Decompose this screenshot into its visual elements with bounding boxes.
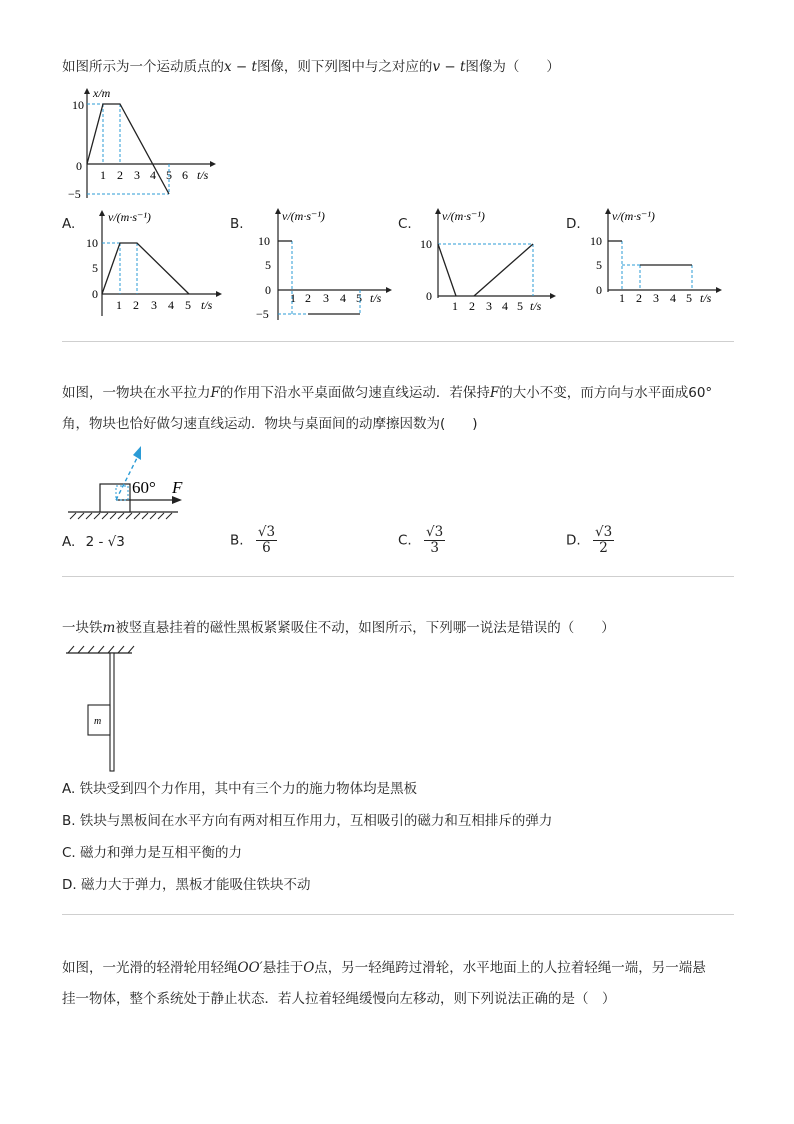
q1-option-b-letter[interactable]: B. — [230, 216, 244, 232]
svg-text:3: 3 — [323, 291, 329, 305]
xt-ytick-m5: −5 — [68, 187, 81, 201]
q1-xt-graph — [62, 84, 222, 204]
q3-stem — [62, 619, 615, 637]
svg-text:v/(m·s⁻¹): v/(m·s⁻¹) — [612, 209, 655, 223]
svg-text:2: 2 — [133, 298, 139, 312]
svg-text:0: 0 — [92, 287, 98, 301]
q2-stem-f: F — [210, 385, 220, 401]
q3-stem-text: 一块铁 — [62, 620, 103, 636]
q1-option-b-graph[interactable] — [250, 206, 400, 324]
xt-y-arrow — [84, 88, 90, 94]
svg-text:1: 1 — [290, 291, 296, 305]
q1-option-d-graph[interactable] — [586, 206, 736, 314]
q4-stem-o: O — [303, 960, 315, 976]
xt-xtick: 1 — [100, 168, 106, 182]
q2-block-figure — [66, 440, 196, 522]
xt-ylabel: x/m — [93, 86, 111, 100]
xt-xlabel: t/s — [197, 168, 209, 182]
svg-text:10: 10 — [590, 234, 602, 248]
svg-text:3: 3 — [653, 291, 659, 305]
q2-option-c-letter: C. — [398, 532, 412, 549]
q2-stem-text: 如图，一物块在水平拉力 — [62, 385, 211, 401]
svg-text:10: 10 — [86, 236, 98, 250]
divider — [62, 576, 734, 577]
q4-stem-text-b: 悬挂于 — [262, 960, 304, 976]
svg-text:1: 1 — [619, 291, 625, 305]
q3-option-c[interactable]: C. 磁力和弹力是互相平衡的力 — [62, 845, 243, 861]
q1-stem-xt: x − t — [224, 59, 257, 75]
q1-option-a-graph[interactable] — [80, 206, 230, 321]
svg-text:0: 0 — [426, 289, 432, 303]
q2-option-d-letter: D. — [566, 532, 581, 549]
q2-option-c[interactable] — [398, 525, 445, 556]
q3-option-d[interactable]: D. 磁力大于弹力，黑板才能吸住铁块不动 — [62, 877, 311, 893]
q3-board-figure — [64, 643, 136, 775]
xt-xtick: 2 — [117, 168, 123, 182]
svg-text:v/(m·s⁻¹): v/(m·s⁻¹) — [282, 209, 325, 223]
svg-text:v/(m·s⁻¹): v/(m·s⁻¹) — [108, 210, 151, 224]
svg-text:5: 5 — [686, 291, 692, 305]
q4-stem-text-c: 点，另一轻绳跨过滑轮，水平地面上的人拉着轻绳一端，另一端悬 — [314, 960, 706, 976]
svg-text:10: 10 — [258, 234, 270, 248]
q1-stem-vt: v − t — [432, 59, 466, 75]
xt-xtick: 4 — [150, 168, 156, 182]
q3-stem-m: m — [102, 620, 116, 636]
q1-option-c-graph[interactable] — [418, 206, 568, 321]
q2-option-b-letter: B. — [230, 532, 244, 549]
q1-option-a-letter[interactable]: A. — [62, 216, 76, 232]
svg-text:5: 5 — [265, 258, 271, 272]
q2-stem-line2: 角，物块也恰好做匀速直线运动．物块与桌面间的动摩擦因数为( ) — [62, 416, 478, 432]
svg-text:1: 1 — [116, 298, 122, 312]
xt-xticks — [100, 168, 188, 182]
q1-stem-text-mid: 图像，则下列图中与之对应的 — [256, 59, 433, 75]
q1-stem — [62, 58, 560, 76]
q2-option-b[interactable] — [230, 525, 277, 556]
q2-option-c-frac: $\frac{√3}{3}$ — [426, 524, 444, 556]
angle-label: 60° — [132, 478, 156, 497]
svg-text:t/s: t/s — [530, 299, 542, 313]
q2-stem-line1 — [62, 384, 712, 402]
svg-text:2: 2 — [469, 299, 475, 313]
xt-ytick-0: 0 — [76, 159, 82, 173]
svg-text:4: 4 — [670, 291, 676, 305]
q1-stem-text: 如图所示为一个运动质点的 — [62, 59, 224, 75]
svg-text:5: 5 — [596, 258, 602, 272]
svg-text:5: 5 — [92, 261, 98, 275]
q1-option-c-letter[interactable]: C. — [398, 216, 412, 232]
svg-text:v/(m·s⁻¹): v/(m·s⁻¹) — [442, 209, 485, 223]
q2-stem-text-b: 的作用下沿水平桌面做匀速直线运动．若保持 — [219, 385, 490, 401]
svg-text:0: 0 — [265, 283, 271, 297]
q2-option-d[interactable] — [566, 525, 614, 556]
svg-text:0: 0 — [596, 283, 602, 297]
svg-text:1: 1 — [452, 299, 458, 313]
svg-text:2: 2 — [305, 291, 311, 305]
q2-option-b-frac: $\frac{√3}{6}$ — [257, 524, 276, 556]
q4-stem-oo: OO′ — [237, 960, 263, 976]
svg-text:2: 2 — [636, 291, 642, 305]
svg-text:4: 4 — [340, 291, 346, 305]
svg-text:3: 3 — [151, 298, 157, 312]
q1-option-d-letter[interactable]: D. — [566, 216, 581, 232]
iron-block-label: m — [94, 716, 102, 727]
block — [100, 484, 130, 512]
q3-option-b[interactable]: B. 铁块与黑板间在水平方向有两对相互作用力，互相吸引的磁力和互相排斥的弹力 — [62, 813, 553, 829]
q3-stem-text-post: 被竖直悬挂着的磁性黑板紧紧吸住不动，如图所示，下列哪一说法是错误的（ ） — [115, 620, 615, 636]
svg-text:−5: −5 — [256, 307, 269, 321]
svg-text:5: 5 — [517, 299, 523, 313]
svg-text:4: 4 — [502, 299, 508, 313]
q3-option-a[interactable]: A. 铁块受到四个力作用，其中有三个力的施力物体均是黑板 — [62, 781, 418, 797]
q4-stem-line1 — [62, 959, 706, 977]
svg-text:5: 5 — [185, 298, 191, 312]
force-label: F — [172, 478, 183, 497]
q2-stem-text-c: 的大小不变，而方向与水平面成60° — [499, 385, 713, 401]
xt-xtick: 6 — [182, 168, 188, 182]
q2-stem-f2: F — [489, 385, 500, 401]
q1-stem-text-post: 图像为（ ） — [465, 59, 560, 75]
svg-text:t/s: t/s — [370, 291, 382, 305]
ground-hatch — [70, 513, 172, 519]
blackboard — [110, 653, 114, 771]
q2-option-d-frac: $\frac{√3}{2}$ — [594, 524, 613, 556]
svg-text:t/s: t/s — [201, 298, 213, 312]
q2-option-a-value: 2 - √3 — [85, 534, 125, 550]
svg-text:10: 10 — [420, 237, 432, 251]
svg-text:3: 3 — [486, 299, 492, 313]
xt-ytick-10: 10 — [72, 98, 84, 112]
svg-text:4: 4 — [168, 298, 174, 312]
xt-xtick: 5 — [166, 168, 172, 182]
svg-text:5: 5 — [356, 291, 362, 305]
q2-option-a-letter: A. — [62, 534, 76, 550]
q4-stem-line2: 挂一物体，整个系统处于静止状态．若人拉着轻绳缓慢向左移动，则下列说法正确的是（ ） — [62, 991, 616, 1007]
xt-x-arrow — [210, 161, 216, 167]
q2-option-a[interactable] — [62, 533, 125, 551]
divider — [62, 341, 734, 342]
q4-stem-text: 如图，一光滑的轻滑轮用轻绳 — [62, 960, 238, 976]
svg-text:t/s: t/s — [700, 291, 712, 305]
xt-xtick: 3 — [134, 168, 140, 182]
divider — [62, 914, 734, 915]
